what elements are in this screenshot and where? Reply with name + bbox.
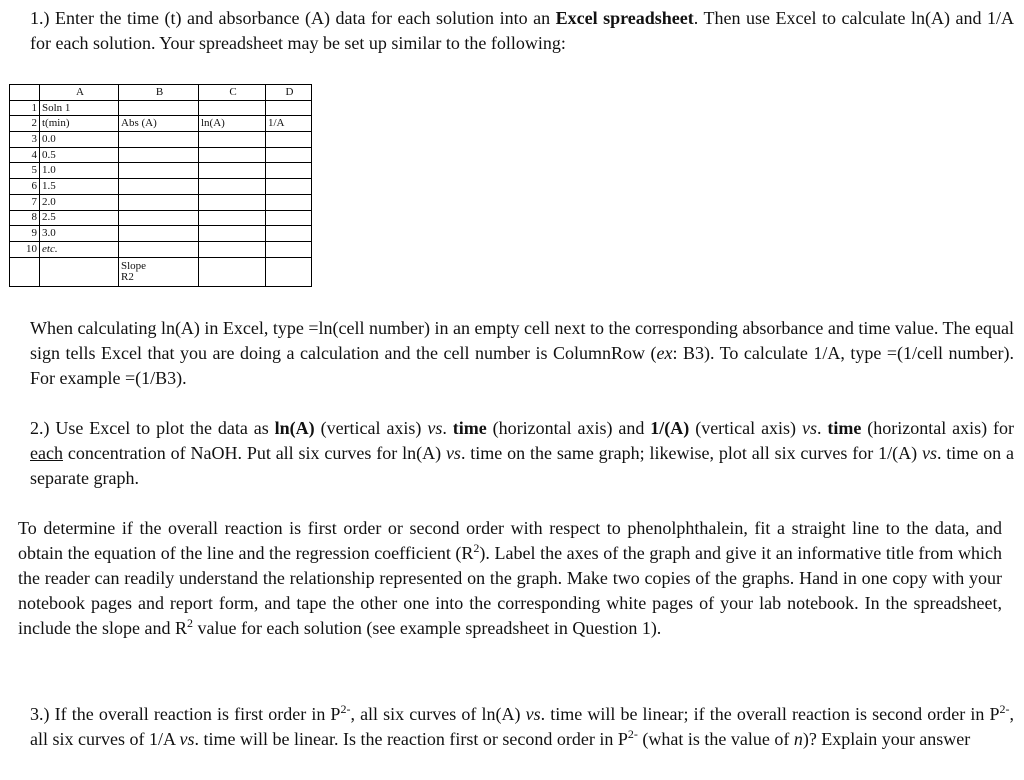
row-number: 3	[10, 132, 40, 148]
cell-c	[199, 226, 266, 242]
cell-b	[119, 210, 199, 226]
excel-instructions	[30, 316, 1014, 391]
q3-text: , all six curves of 1/A	[30, 704, 1014, 749]
row-number: 7	[10, 194, 40, 210]
cell-a: 0.5	[40, 147, 119, 163]
table-row	[10, 132, 312, 148]
q2-vs: vs	[445, 443, 461, 463]
cell-b	[119, 147, 199, 163]
q2-text: (vertical axis)	[689, 418, 802, 438]
cell-b	[119, 100, 199, 116]
p4-text: To determine if the overall reaction is first order or second order with respect to phenolphthalein, fit a straight line to the data, and obtain the equation of the line and the regression coefficient (R	[18, 518, 1002, 563]
q3-text: . time will be linear. Is the reaction first or second order in P	[194, 729, 628, 749]
cell-d	[266, 241, 312, 257]
column-header-b: B	[119, 85, 199, 101]
q2-bold: time	[827, 418, 862, 438]
r2-label: R2	[121, 270, 134, 283]
cell-a: Soln 1	[40, 100, 119, 116]
table-row	[10, 241, 312, 257]
table-row	[10, 226, 312, 242]
table-row-summary	[10, 257, 312, 286]
q2-bold: 1/(A)	[650, 418, 690, 438]
table-row	[10, 163, 312, 179]
p2-ex: ex	[656, 343, 673, 363]
table-row	[10, 210, 312, 226]
cell-a: 2.5	[40, 210, 119, 226]
corner-cell	[10, 85, 40, 101]
fit-instructions	[18, 516, 1002, 641]
q2-text: 2.) Use Excel to plot the data as	[30, 418, 275, 438]
q2-vs: vs	[801, 418, 817, 438]
q1-text-post: . Then use Excel to calculate ln(A) and 1/A for each solution. Your spreadsheet may be set up similar to the following:	[30, 8, 1015, 53]
q2-text: (horizontal axis) and	[486, 418, 651, 438]
row-number: 9	[10, 226, 40, 242]
q2-bold: time	[452, 418, 487, 438]
cell-a	[40, 257, 119, 286]
q1-bold-excel: Excel spreadsheet	[555, 8, 694, 28]
p4-text: ). Label the axes of the graph and give it an informative title from which the reader can readily understand the relationship represented on the graph. Make two copies of the graphs. Hand in one copy with your notebook pages and report form, and tape the other one into the corresponding white pages of your lab notebook. In the spreadsheet, include the slope and R	[18, 543, 1002, 638]
q3-superscript: 2-	[340, 702, 351, 716]
q2-text: concentration of NaOH. Put all six curves for ln(A)	[62, 443, 446, 463]
q3-text: (what is the value of	[637, 729, 794, 749]
cell-c	[199, 163, 266, 179]
table-row	[10, 116, 312, 132]
cell-d	[266, 100, 312, 116]
q3-text: . time will be linear; if the overall reaction is second order in P	[540, 704, 1000, 724]
q3-vs: vs	[179, 729, 195, 749]
question-2	[30, 416, 1014, 491]
cell-c	[199, 100, 266, 116]
cell-c: ln(A)	[199, 116, 266, 132]
example-spreadsheet	[9, 84, 312, 287]
cell-a: 3.0	[40, 226, 119, 242]
cell-c	[199, 194, 266, 210]
column-header-row	[10, 85, 312, 101]
row-number: 10	[10, 241, 40, 257]
q3-superscript: 2-	[627, 727, 638, 741]
q2-text: (horizontal axis) for	[861, 418, 1015, 438]
column-header-c: C	[199, 85, 266, 101]
cell-d: 1/A	[266, 116, 312, 132]
q3-superscript: 2-	[999, 702, 1010, 716]
q3-text: )? Explain your answer	[802, 729, 971, 749]
q3-text: , all six curves of ln(A)	[350, 704, 526, 724]
cell-d	[266, 210, 312, 226]
table-row	[10, 100, 312, 116]
cell-c	[199, 132, 266, 148]
p2-text-1: When calculating ln(A) in Excel, type =ln(cell number) in an empty cell next to the corresponding absorbance and time value. The equal sign tells Excel that you are doing a calculation and the cell number is ColumnRow (	[30, 318, 1014, 363]
cell-c	[199, 241, 266, 257]
question-3	[30, 702, 1014, 752]
q2-underline: each	[30, 443, 63, 463]
table-row	[10, 147, 312, 163]
p4-superscript: 2	[186, 616, 193, 630]
row-number: 8	[10, 210, 40, 226]
q3-vs: vs	[525, 704, 541, 724]
p4-text: value for each solution (see example spreadsheet in Question 1).	[192, 618, 662, 638]
cell-b	[119, 179, 199, 195]
cell-b	[119, 163, 199, 179]
row-number: 6	[10, 179, 40, 195]
q2-bold: ln(A)	[274, 418, 315, 438]
column-header-d: D	[266, 85, 312, 101]
cell-c	[199, 179, 266, 195]
p2-text-2: : B3). To calculate 1/A, type =(1/cell number). For example =(1/B3).	[30, 343, 1014, 388]
q1-text-pre: 1.) Enter the time (t) and absorbance (A) data for each solution into an	[30, 8, 556, 28]
cell-d	[266, 257, 312, 286]
cell-b: Abs (A)	[119, 116, 199, 132]
cell-b	[119, 226, 199, 242]
cell-a: 1.0	[40, 163, 119, 179]
q2-vs: vs	[427, 418, 443, 438]
cell-b	[119, 241, 199, 257]
row-number	[10, 257, 40, 286]
q2-vs: vs	[921, 443, 937, 463]
cell-a: 1.5	[40, 179, 119, 195]
cell-c	[199, 257, 266, 286]
cell-c	[199, 147, 266, 163]
question-1	[30, 6, 1014, 56]
q3-n: n	[793, 729, 803, 749]
table-row	[10, 194, 312, 210]
table-row	[10, 179, 312, 195]
q3-text: 3.) If the overall reaction is first order in P	[30, 704, 341, 724]
cell-c	[199, 210, 266, 226]
cell-a: etc.	[40, 241, 119, 257]
cell-d	[266, 163, 312, 179]
column-header-a: A	[40, 85, 119, 101]
q2-text: .	[816, 418, 828, 438]
row-number: 1	[10, 100, 40, 116]
row-number: 2	[10, 116, 40, 132]
row-number: 4	[10, 147, 40, 163]
cell-d	[266, 194, 312, 210]
slope-label: Slope	[121, 259, 147, 272]
q2-text: . time on the same graph; likewise, plot all six curves for 1/(A)	[460, 443, 922, 463]
q2-text: (vertical axis)	[314, 418, 428, 438]
cell-d	[266, 147, 312, 163]
cell-a: t(min)	[40, 116, 119, 132]
row-number: 5	[10, 163, 40, 179]
cell-d	[266, 132, 312, 148]
q2-text: . time on a separate graph.	[30, 443, 1015, 488]
p4-superscript: 2	[473, 541, 480, 555]
cell-b	[119, 194, 199, 210]
cell-a: 0.0	[40, 132, 119, 148]
q2-text: .	[442, 418, 453, 438]
cell-d	[266, 179, 312, 195]
cell-d	[266, 226, 312, 242]
cell-b-summary	[119, 257, 199, 286]
cell-b	[119, 132, 199, 148]
cell-a: 2.0	[40, 194, 119, 210]
